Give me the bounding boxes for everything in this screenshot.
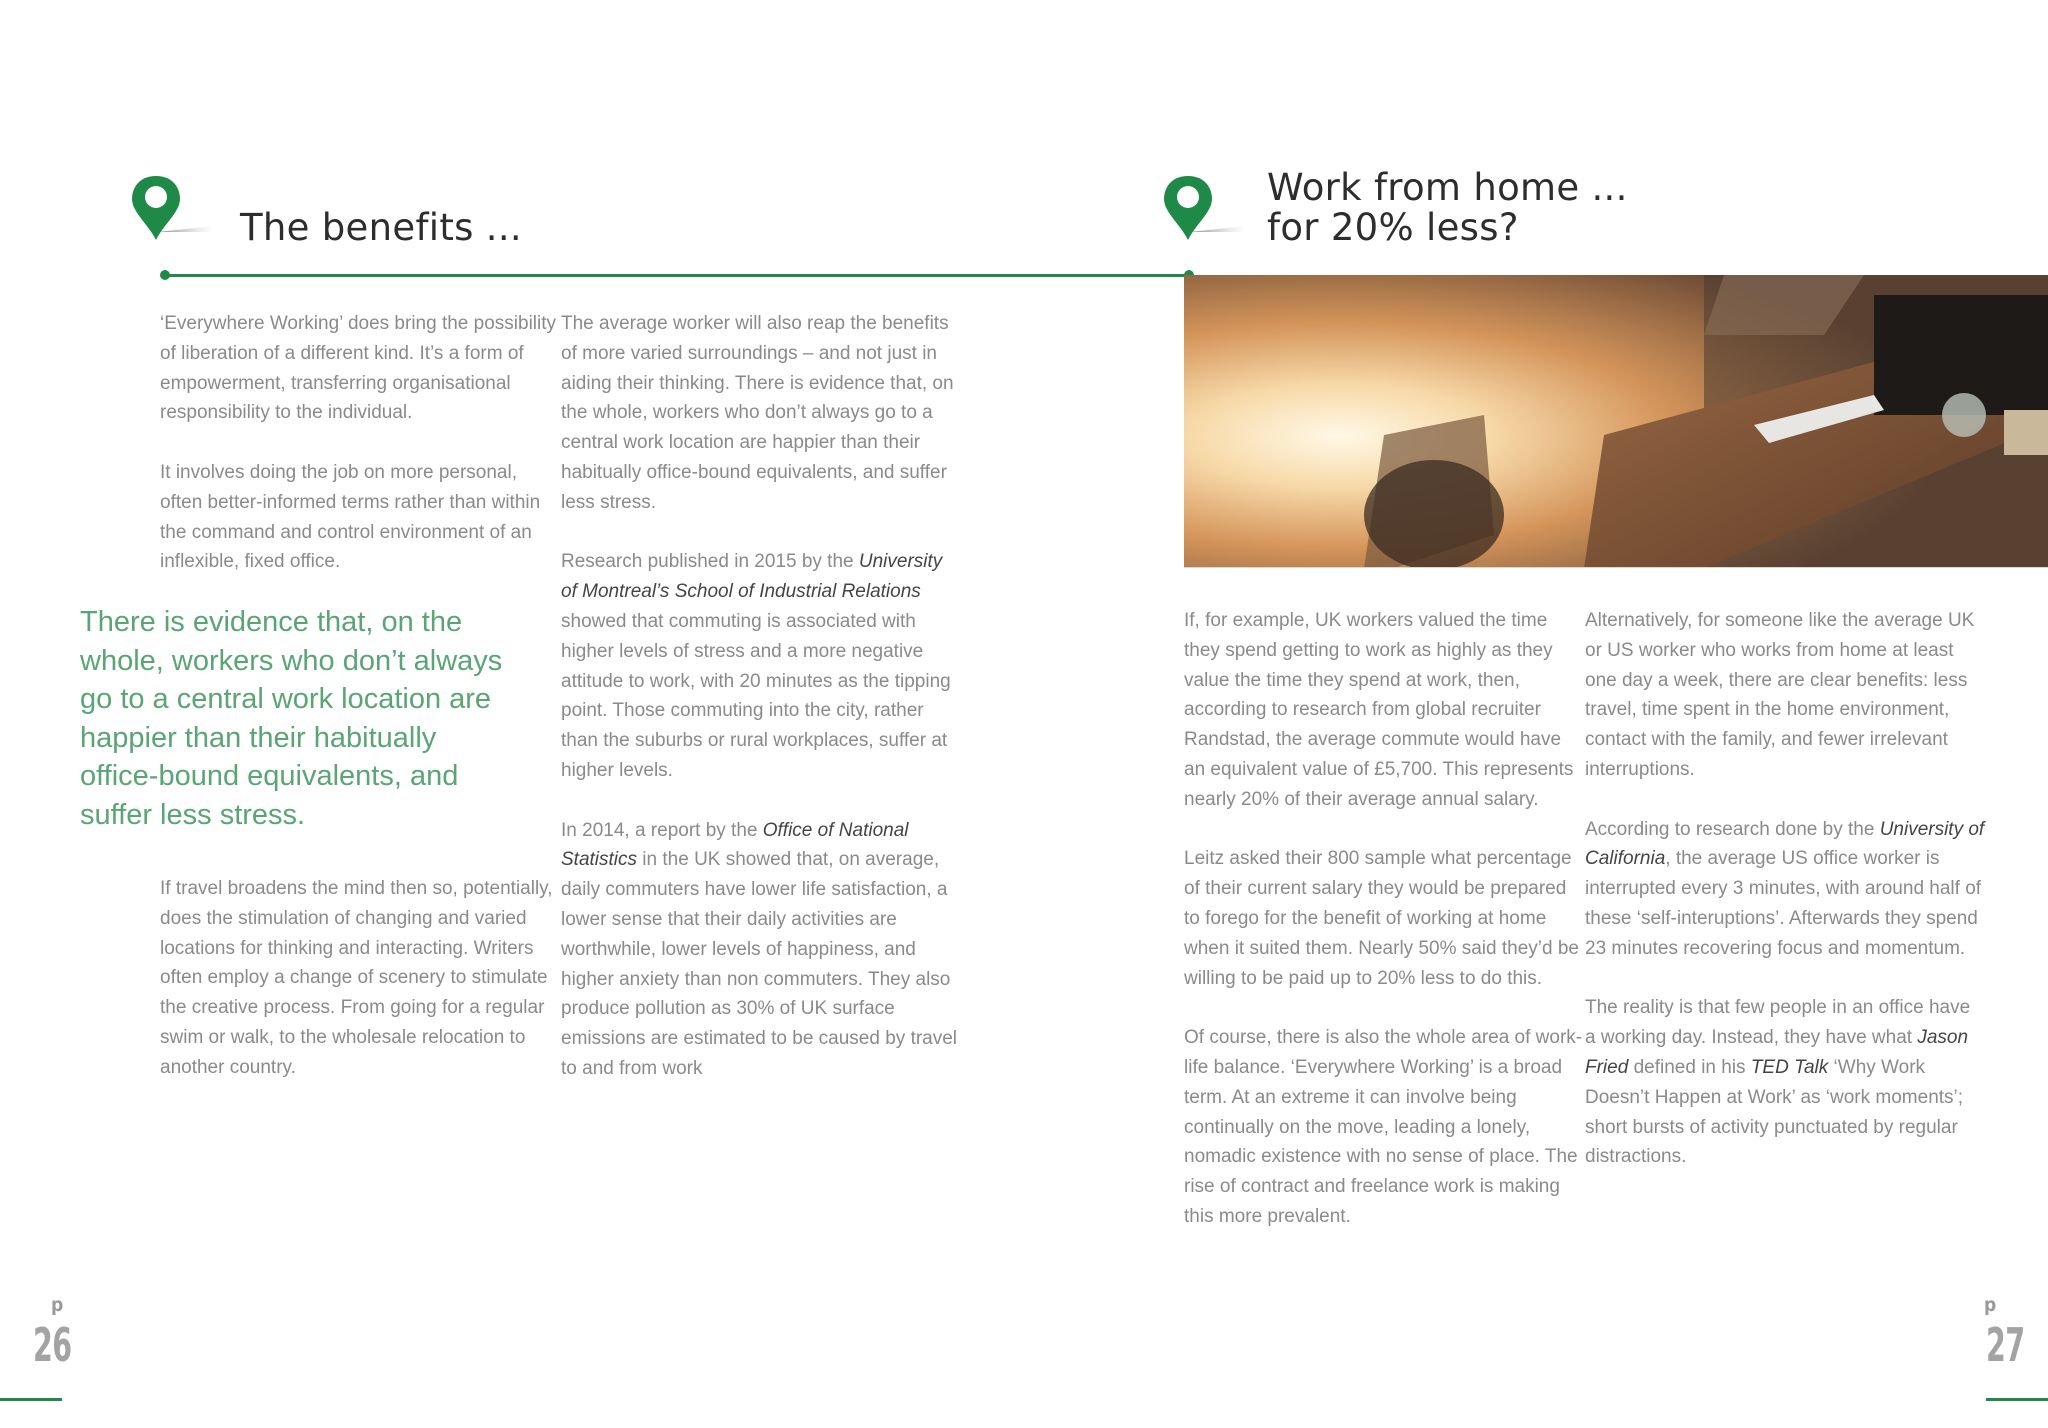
paragraph: Of course, there is also the whole area of work-life balance. ‘Everywhere Working’ is a broad term. At an extreme it can involve being continually on the move, leading a lonely, nomadic existence with no sense of place. The rise of contract and freelance work is making this more prevalent. <box>1184 1027 1583 1227</box>
paragraph: The average worker will also reap the benefits of more varied surroundings – and not just in aiding their thinking. There is evidence that, on the whole, workers who don’t always go to a central work location are happier than their habitually office-bound equivalents, and suffer less stress. <box>561 313 954 513</box>
paragraph: The reality is that few people in an office have a working day. Instead, they have what Jason Fried defined in his TED Talk ‘Why Work Doesn’t Happen at Work’ as ‘work moments’; short bursts of activity punctuated by regular distractions. <box>1585 997 1971 1168</box>
pull-quote: There is evidence that, on the whole, workers who don’t always go to a central work location are happier than their habitually office-bound equivalents, and suffer less stress. <box>80 606 503 831</box>
paragraph: Research published in 2015 by the University of Montreal’s School of Industrial Relations showed that commuting is associated with higher levels of stress and a more negative attitude to work, with 20 minutes as the tipping point. Those commuting into the city, rather than the suburbs or rural workplaces, suffer at higher levels. <box>561 551 951 781</box>
home-office-photo <box>1184 275 2048 568</box>
rule-dot-left <box>160 270 170 280</box>
map-pin-icon <box>128 174 208 244</box>
page-rule-right <box>1986 1398 2048 1401</box>
right-column-2 <box>1585 606 1985 1172</box>
paragraph: If travel broadens the mind then so, potentially, does the stimulation of changing and varied locations for thinking and interacting. Writers often employ a change of scenery to stimulate the creative process. From going for a regular swim or walk, to the wholesale relocation to another country. <box>160 878 553 1078</box>
right-column-1 <box>1184 606 1584 1232</box>
page-number-left: 26 <box>33 1318 72 1372</box>
map-pin-icon <box>1160 174 1240 244</box>
paragraph: In 2014, a report by the Office of National Statistics in the UK showed that, on average, daily commuters have lower life satisfaction, a lower sense that their daily activities are worthwhile, lower levels of happiness, and higher anxiety than non commuters. They also produce pollution as 30% of UK surface emissions are estimated to be caused by travel to and from work <box>561 819 958 1079</box>
paragraph: It involves doing the job on more personal, often better-informed terms rather than within the command and control environment of an inflexible, fixed office. <box>160 461 541 573</box>
page-letter-left: p <box>51 1294 64 1316</box>
paragraph: According to research done by the University of California, the average US office worker is interrupted every 3 minutes, with around half of these ‘self-interuptions’. Afterwards they spend 23 minutes recovering focus and momentum. <box>1585 818 1985 959</box>
paragraph: If, for example, UK workers valued the time they spend getting to work as highly as they value the time they spend at work, then, according to research from global recruiter Randstad, the average commute would have an equivalent value of £5,700. This represents nearly 20% of their average annual salary. <box>1184 610 1574 810</box>
left-column-1 <box>160 309 560 577</box>
paragraph: Alternatively, for someone like the average UK or US worker who works from home at least one day a week, there are clear benefits: less travel, time spent in the home environment, contact with the family, and fewer irrelevant interruptions. <box>1585 610 1975 780</box>
right-heading: Work from home ... for 20% less? <box>1267 166 1628 249</box>
paragraph: ‘Everywhere Working’ does bring the possibility of liberation of a different kind. It’s a form of empowerment, transferring organisational responsibility to the individual. <box>160 313 557 424</box>
citation: University of Montreal’s School of Industrial Relations <box>561 551 943 603</box>
heading-rule <box>165 274 1189 277</box>
citation: University of California <box>1585 818 1985 870</box>
citation: TED Talk <box>1750 1056 1829 1078</box>
page-letter-right: p <box>1984 1294 1997 1316</box>
page-number-right: 27 <box>1986 1318 2025 1372</box>
page-rule-left <box>0 1398 62 1401</box>
left-column-1b <box>160 874 560 1083</box>
left-heading: The benefits ... <box>240 206 522 249</box>
paragraph: Leitz asked their 800 sample what percentage of their current salary they would be prepared to forego for the benefit of working at home when it suited them. Nearly 50% said they’d be willing to be paid up to 20% less to do this. <box>1184 848 1579 989</box>
left-column-2 <box>561 309 961 1084</box>
citation: Office of National Statistics <box>561 819 909 871</box>
citation: Jason Fried <box>1585 1027 1969 1078</box>
